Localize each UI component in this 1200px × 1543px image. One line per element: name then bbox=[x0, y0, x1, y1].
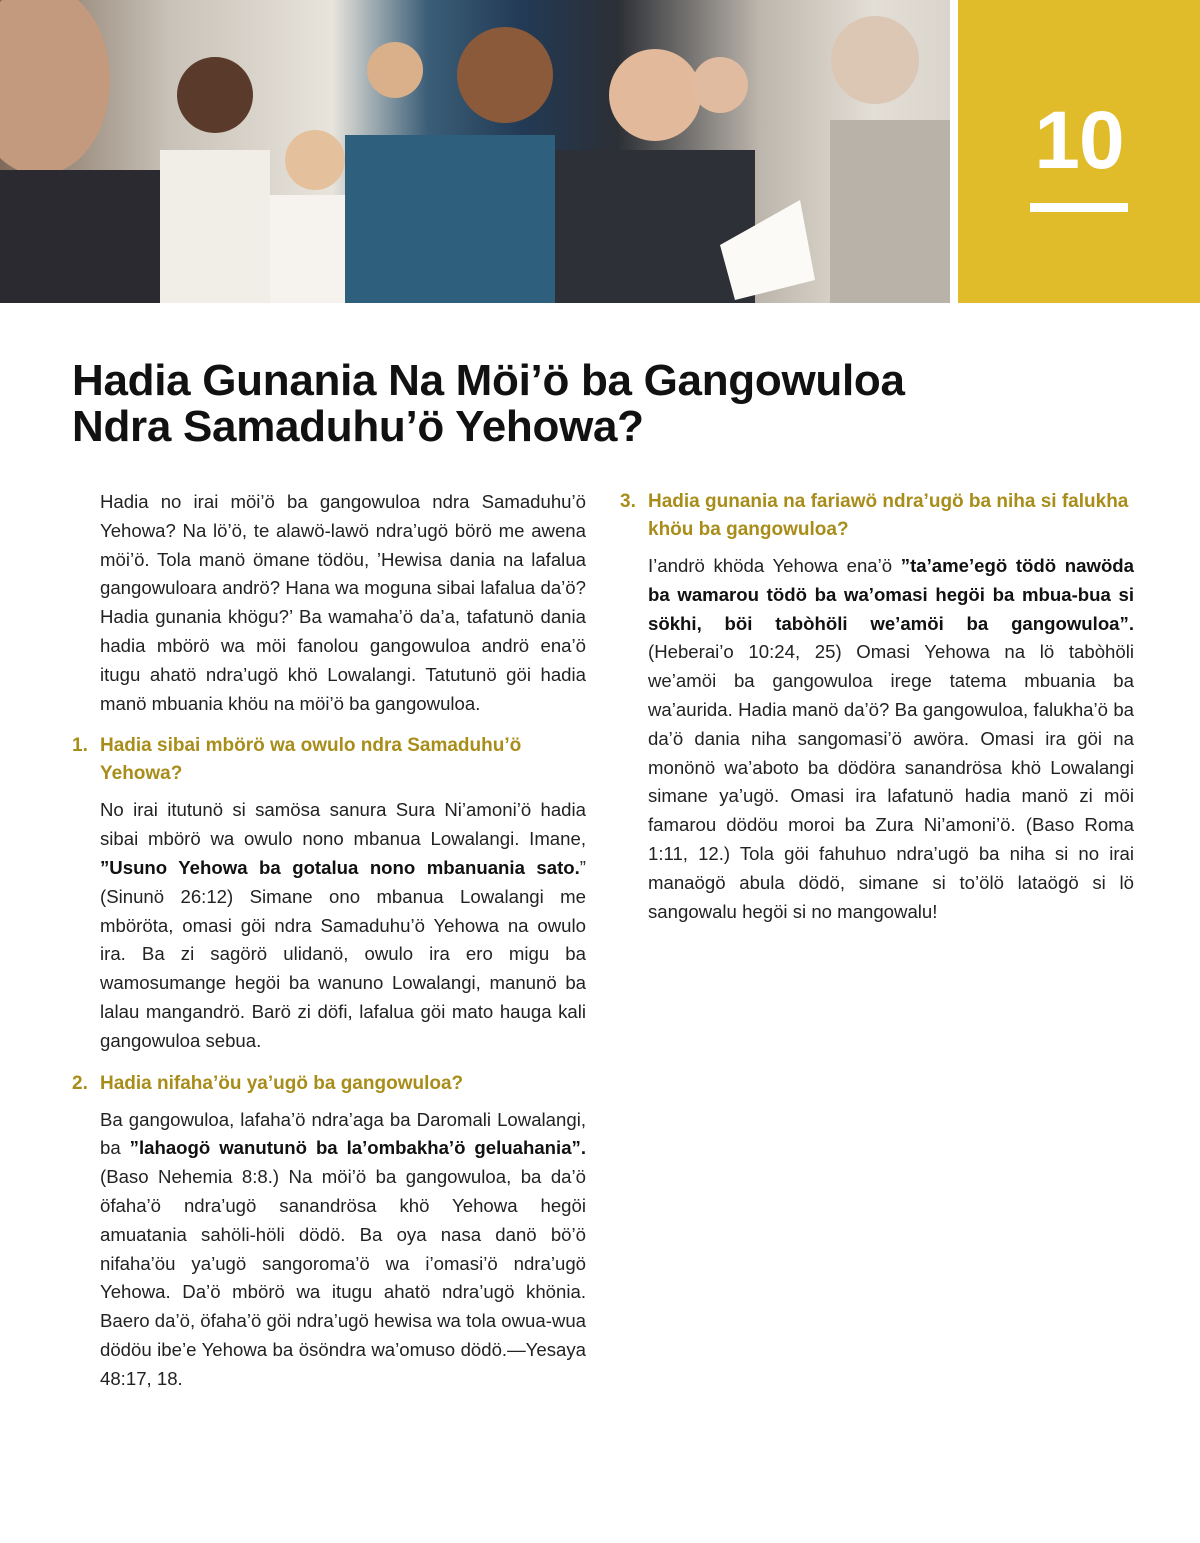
answer-text: (Baso Nehemia 8:8.) Na möi’ö ba gangowuloa, ba da’ö öfaha’ö ndra’ugö sanandrösa khö Yehowa hegöi amuatania sahöli-höli dödö. Ba oya nasa danö bö’ö nifaha’öu ya’ugö sangoroma’ö wa i’omasi’ö ndra’ugö Yehowa. Da’ö mbörö wa itugu ahatö ndra’ugö khönia. Baero da’ö, öfaha’ö göi ndra’ugö hewisa wa tola owua-wua dödöu ibe’e Yehowa ba ösöndra wa’omuso dödö.—Yesaya 48:17, 18. bbox=[100, 1166, 586, 1389]
answer-text: Ba gangowuloa, lafaha’ö ndra’aga ba Daromali Lowalangi, ba bbox=[100, 1108, 586, 1159]
question-2 bbox=[72, 1070, 586, 1098]
foreground-person-suit bbox=[0, 170, 160, 303]
lesson-number: 10 bbox=[1034, 95, 1124, 186]
intro-paragraph: Hadia no irai möi’ö ba gangowuloa ndra Samaduhu’ö Yehowa? Na lö’ö, te alawö-lawö ndra’ugö börö me awena möi’ö. Tola manö ömane tödöu, ’Hewisa dania na lafalua gangowuloara andrö? Hana wa moguna sibai lafalua da’ö? Hadia gunania khögu?’ Ba wamaha’ö da’a, tafatunö dania hadia mbörö wa möi fanolou gangowuloa andrö ena’ö itugu ahatö ndra’ugö khö Lowalangi. Tatutunö göi hadia manö mbuania khöu na möi’ö ba gangowuloa. bbox=[100, 491, 586, 714]
scripture-quote: ”Usuno Yehowa ba gotalua nono mbanuania sato. bbox=[100, 856, 580, 878]
man-blue-sweater-head bbox=[457, 27, 553, 123]
page-title bbox=[72, 358, 1132, 450]
right-column bbox=[620, 488, 1134, 926]
question-number: 3. bbox=[620, 491, 636, 512]
man-suit-head bbox=[609, 49, 701, 141]
answer-1-paragraph bbox=[72, 796, 586, 1055]
answer-3-paragraph bbox=[620, 552, 1134, 926]
answer-text: I’andrö khöda Yehowa ena’ö bbox=[648, 555, 901, 576]
scripture-quote: ”lahaogö wanutunö ba la’ombakha’ö geluahania”. bbox=[129, 1137, 586, 1159]
question-number: 1. bbox=[72, 735, 88, 757]
girl-head bbox=[285, 130, 345, 190]
question-text: Hadia gunania na fariawö ndra’ugö ba niha si falukha khöu ba gangowuloa? bbox=[648, 491, 1129, 540]
man-suit-body bbox=[555, 150, 755, 303]
woman-head bbox=[177, 57, 253, 133]
answer-2-paragraph bbox=[72, 1106, 586, 1394]
left-column bbox=[72, 488, 586, 1394]
congregation-illustration bbox=[0, 0, 950, 303]
hero-photo bbox=[0, 0, 950, 303]
answer-text: ” (Sinunö 26:12) Simane ono mbanua Lowalangi me mböröta, omasi göi ndra Samaduhu’ö Yehowa na owulo ira. Ba zi sagörö ulidanö, owulo ira ero migu ba wamosumange hegöi ba wanuno Lowalangi, manunö ba lalau mangandrö. Barö zi döfi, lafalua göi mato hauga kali gangowuloa sebua. bbox=[100, 856, 586, 1051]
man-blue-sweater-body bbox=[345, 135, 555, 303]
badge-underline bbox=[1030, 203, 1128, 212]
background-woman-head bbox=[367, 42, 423, 98]
answer-text: (Heberai’o 10:24, 25) Omasi Yehowa na lö tabòhöli we’amöi ba gangowuloa irege tatema mbuania ba wa’aurida. Hadia manö da’ö? Ba gangowuloa, falukha’ö ba da’ö dania niha sangomasi’ö awöra. Omasi ira göi na monönö wa’aboto ba dödöra sanandrösa khö Lowalangi simane ya’ugö. Omasi ira lafatunö hadia manö zi möi famarou dödöu moroi ba Zura Ni’amoni’ö. (Baso Roma 1:11, 12.) Tola göi fahuhuo ndra’ugö ba niha si no irai manaögö abula dödö, simane si to’ölö lataögö si lö sangowalu hegöi si no mangowalu! bbox=[648, 641, 1134, 922]
background-man-head bbox=[692, 57, 748, 113]
right-person-head bbox=[831, 16, 919, 104]
question-text: Hadia nifaha’öu ya’ugö ba gangowuloa? bbox=[100, 1072, 464, 1094]
foreground-person-face bbox=[0, 0, 110, 175]
title-line-2: Ndra Samaduhu’ö Yehowa? bbox=[72, 402, 644, 451]
question-3 bbox=[620, 488, 1134, 544]
title-line-1: Hadia Gunania Na Möi’ö ba Gangowuloa bbox=[72, 356, 905, 405]
answer-text: No irai itutunö si samösa sanura Sura Ni’amoni’ö hadia sibai mbörö wa owulo nono mbanua Lowalangi. Imane, bbox=[100, 799, 586, 850]
question-number: 2. bbox=[72, 1072, 88, 1094]
lesson-number-badge bbox=[958, 0, 1200, 303]
woman-cardigan bbox=[160, 150, 270, 303]
scripture-quote: ”ta’ame’egö tödö nawöda ba wamarou tödö ba wa’omasi hegöi ba mbua-bua si sökhi, böi tabòhöli we’amöi ba gangowuloa”. bbox=[648, 555, 1135, 634]
right-person-body bbox=[830, 120, 950, 303]
question-1 bbox=[72, 732, 586, 788]
girl-shirt bbox=[270, 195, 350, 303]
question-text: Hadia sibai mbörö wa owulo ndra Samaduhu’ö Yehowa? bbox=[100, 735, 522, 785]
